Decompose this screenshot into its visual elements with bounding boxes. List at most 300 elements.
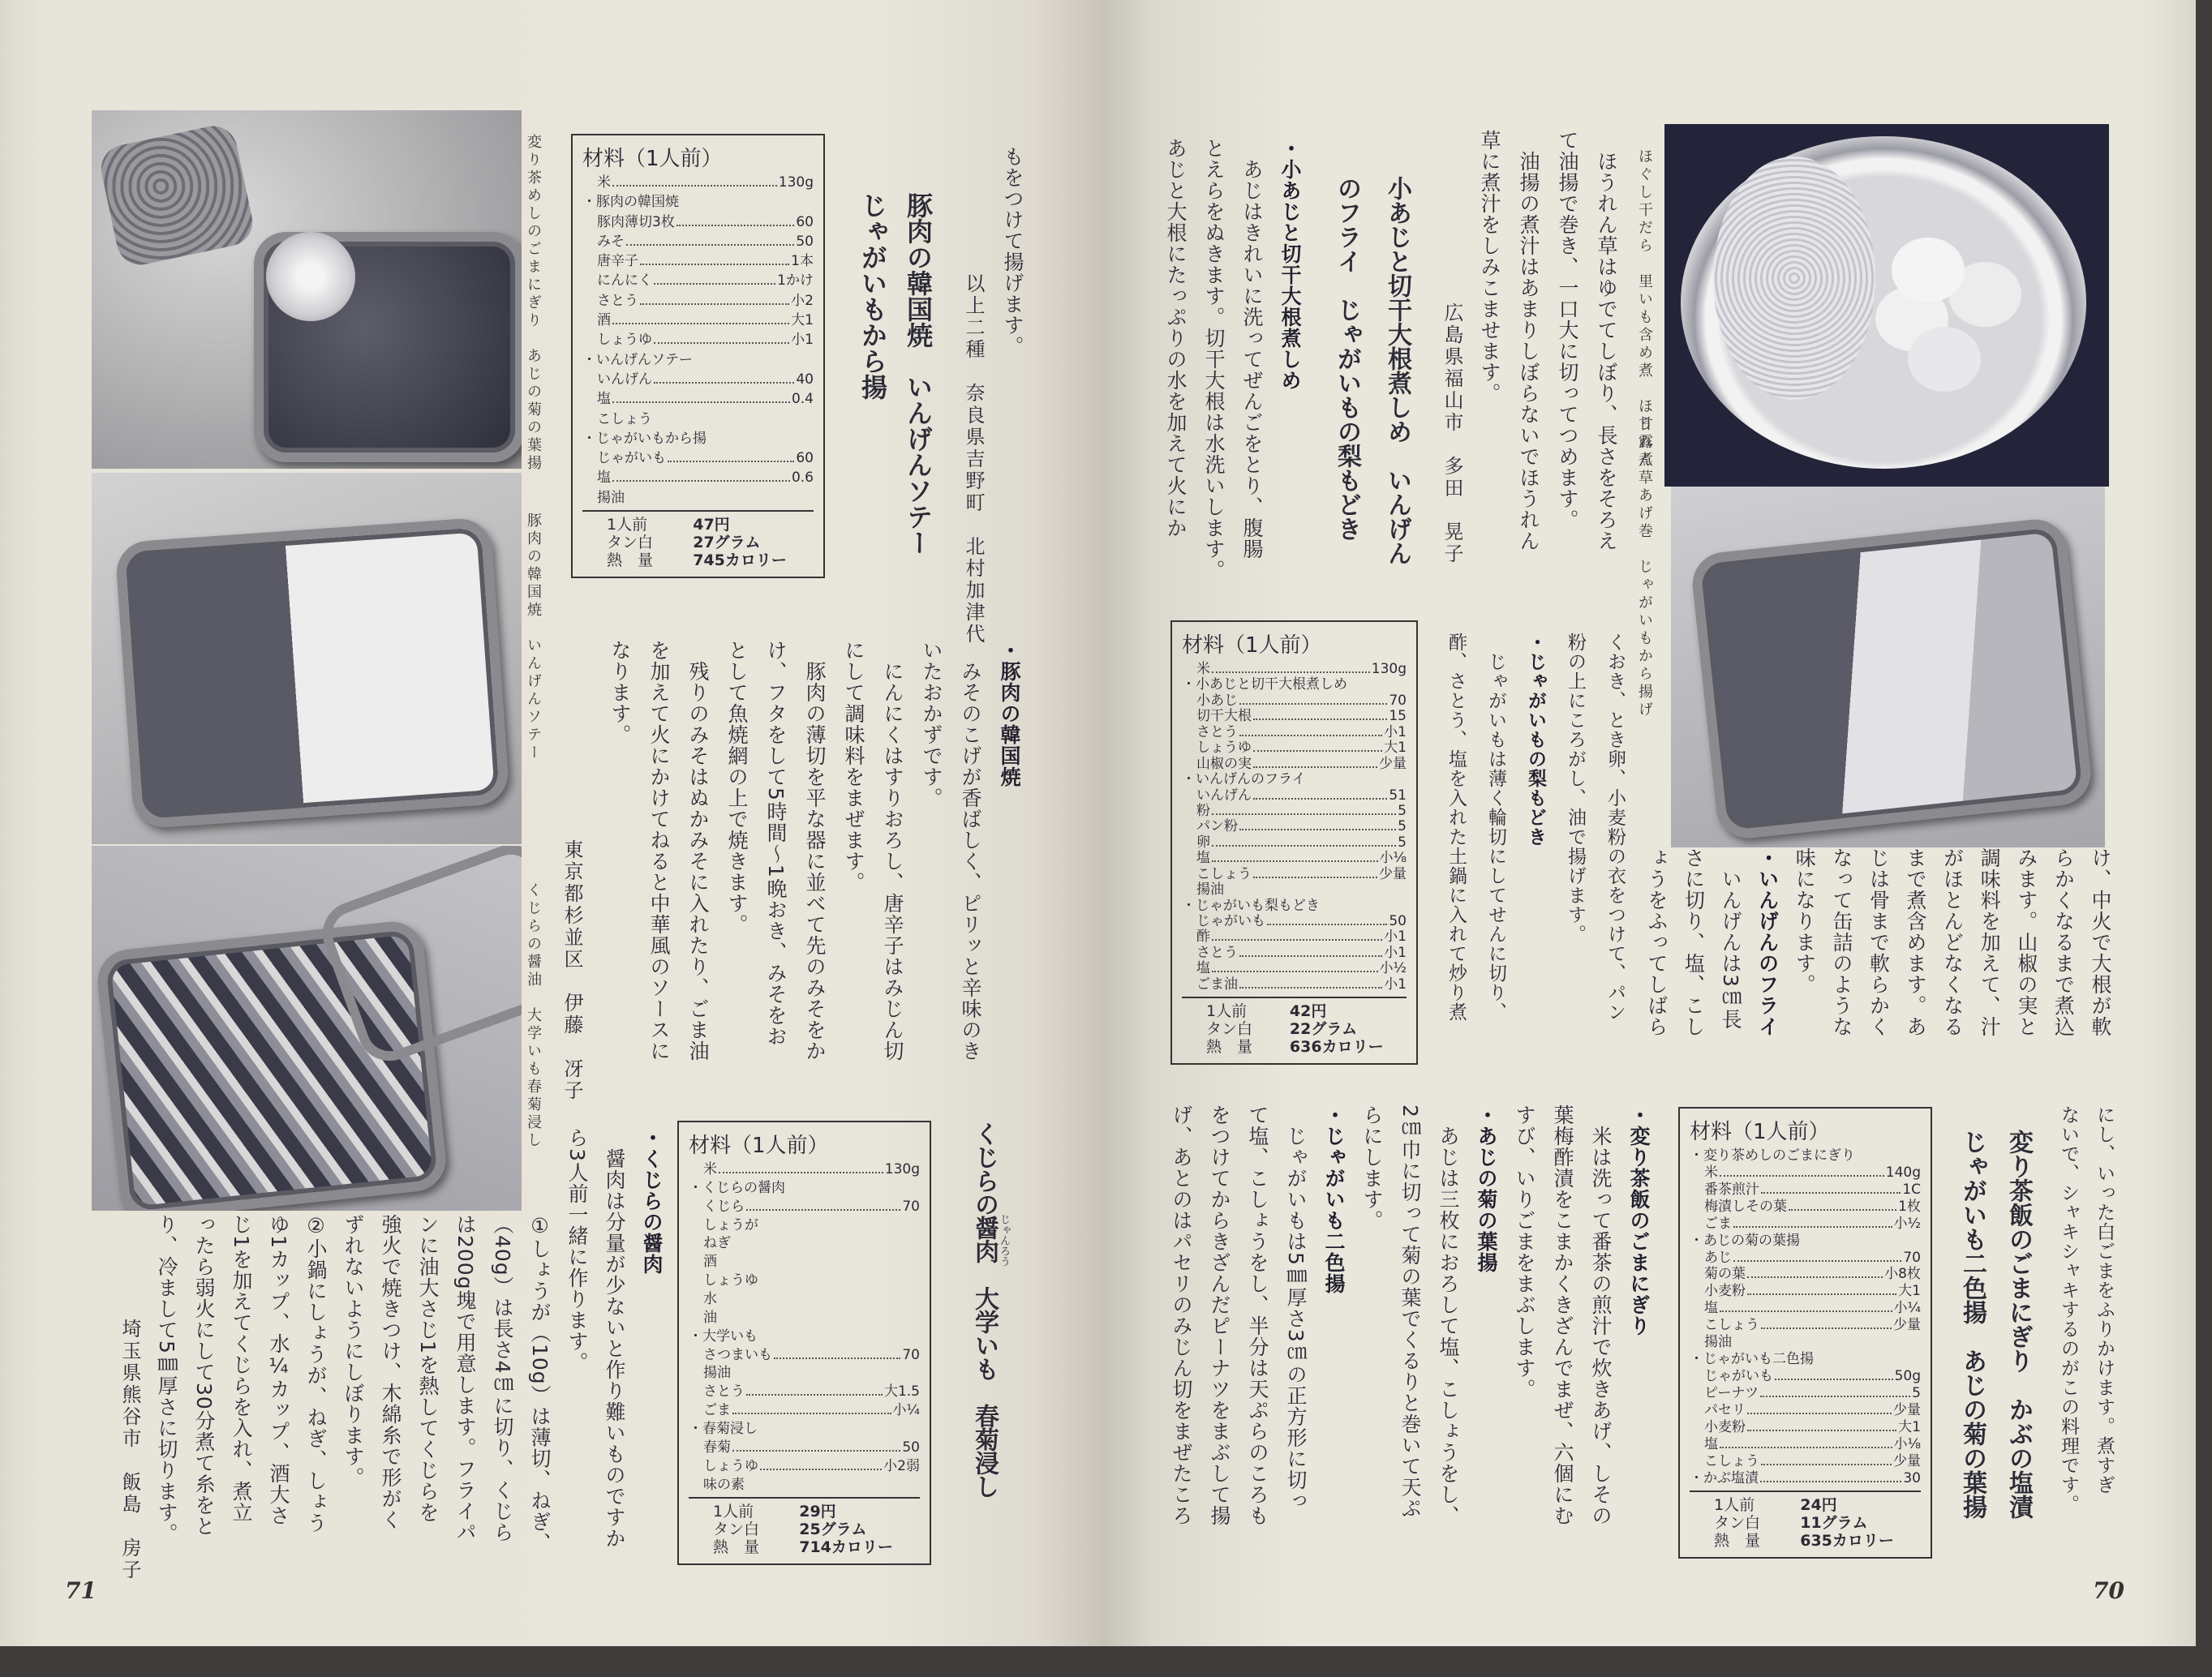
ingredient-name: 梅漬しその葉 xyxy=(1704,1198,1787,1215)
ingredient-name: ごま油 xyxy=(1196,976,1238,993)
text-column: ずれないようにしぼります。 xyxy=(341,1214,365,1488)
text-column: もをつけて揚げます。 xyxy=(1001,146,1024,357)
ingredient-name: 米 xyxy=(1196,661,1210,677)
text-column: 小あじと切干大根煮しめ いんげん xyxy=(1383,176,1411,565)
dotted-leader xyxy=(1761,1192,1901,1194)
text-column: じゃがいもは薄く輪切にしてせんに切り、 xyxy=(1485,633,1506,1022)
ingredient-list xyxy=(1690,1148,1921,1486)
ingredient-name: 油 xyxy=(703,1309,717,1326)
summary-label: 熱 量 xyxy=(1206,1038,1253,1057)
ingredient-name: さとう xyxy=(703,1383,745,1400)
dotted-leader xyxy=(746,1394,883,1396)
ingredient-name: ・ じゃがいも二色揚 xyxy=(1704,1352,1814,1367)
section-heading: ・変り茶飯のごまにぎり xyxy=(1627,1104,1651,1336)
text-column: をつけてからきざんだピーナツをまぶして揚 xyxy=(1208,1104,1231,1526)
dotted-leader xyxy=(1239,703,1387,705)
summary-label: 1人前 xyxy=(713,1503,754,1521)
recipe-method-aji-continued xyxy=(1638,847,2119,1037)
dotted-leader xyxy=(1760,1396,1910,1397)
ingredient-row xyxy=(703,1273,920,1289)
ingredient-row xyxy=(1196,740,1407,756)
ingredient-row xyxy=(1704,1216,1921,1232)
ingredient-name: ・ 大学いも xyxy=(703,1329,758,1345)
ingredient-name: くじら xyxy=(703,1198,745,1215)
dotted-leader xyxy=(1747,1430,1896,1431)
dotted-leader xyxy=(1747,1413,1892,1414)
dotted-leader xyxy=(654,342,789,344)
ingredient-name: 揚油 xyxy=(597,489,625,506)
ingredient-name: ・ 春菊浸し xyxy=(703,1422,758,1437)
ingredient-section xyxy=(1704,1233,1921,1249)
ingredient-row xyxy=(597,175,814,191)
section-heading: ・いんげんのフライ xyxy=(1755,847,1780,1037)
ingredient-name: 塩 xyxy=(597,470,611,487)
summary-value: 11グラム xyxy=(1800,1514,1868,1533)
text-column: なって缶詰のような xyxy=(1829,847,1853,1037)
ingredient-name: にんにく xyxy=(597,272,652,290)
ingredients-table-aji xyxy=(1170,620,1418,1065)
ingredient-row xyxy=(1196,662,1407,677)
ingredient-name: ・ くじらの醤肉 xyxy=(703,1181,785,1196)
photo-bowl-lunchbox xyxy=(1664,124,2109,487)
ingredient-quantity: 70 xyxy=(1903,1249,1921,1266)
photo-pork-lunchbox xyxy=(92,473,522,844)
dotted-leader xyxy=(612,323,789,324)
text-column: ①しょうが（10g）は薄切、ねぎ、 xyxy=(528,1214,552,1554)
ingredient-row xyxy=(703,1459,920,1474)
ingredient-quantity: 50 xyxy=(796,233,814,250)
text-column: け、フタをして5時間〜1晩おき、みそをお xyxy=(764,640,788,1047)
text-column: 豚肉の薄切を平な器に並べて先のみそをか xyxy=(803,640,827,1062)
ingredient-name: ・ じゃがいもから揚 xyxy=(597,431,707,447)
text-column: にんにくはすりおろし、唐辛子はみじん切 xyxy=(881,640,904,1062)
dotted-leader xyxy=(1212,860,1378,862)
dotted-leader xyxy=(1761,1327,1892,1329)
ingredient-name: ・ いんげんのフライ xyxy=(1196,772,1306,787)
text-column: いたおかずです。 xyxy=(920,640,943,808)
ingredient-name: しょうゆ xyxy=(597,332,652,349)
ingredient-quantity: 0.4 xyxy=(791,391,814,408)
ingredient-quantity: 5 xyxy=(1912,1384,1921,1401)
dotted-leader xyxy=(612,185,777,187)
ingredient-name: さとう xyxy=(597,292,638,309)
recipe-headline-whale: くじらの醤肉 大学いも 春菊浸し xyxy=(970,1122,999,1498)
summary-value: 714カロリー xyxy=(799,1538,893,1557)
ingredient-section xyxy=(1704,1148,1921,1164)
text-column: 油揚の煮汁はあまりしぼらないでほうれん xyxy=(1517,130,1540,551)
text-column: 味になります。 xyxy=(1793,847,1817,995)
ingredient-name: 酒 xyxy=(703,1254,717,1271)
text-column: とえらをぬきます。切干大根は水洗いします。 xyxy=(1202,138,1226,581)
recipe-text-rice-intro xyxy=(2051,1105,2122,1514)
text-column: じゃがいも二色揚 あじの菊の葉揚 xyxy=(1958,1130,1987,1519)
text-column: （40g）は長さ4㎝に切り、くじら xyxy=(491,1214,514,1543)
photo-caption: 甘露煮 あげ巻 じゃがいもから揚げ xyxy=(1636,416,1653,719)
ingredient-quantity: 大1 xyxy=(1898,1418,1921,1435)
ingredient-quantity: 少量 xyxy=(1893,1401,1921,1418)
ingredient-name: 味の素 xyxy=(703,1476,745,1493)
text-column: 変り茶飯のごまにぎり かぶの塩漬 xyxy=(2004,1130,2033,1519)
summary-label: 熱 量 xyxy=(607,551,654,570)
ingredient-quantity: 小1 xyxy=(791,332,814,349)
ingredient-name: みそ xyxy=(597,233,625,250)
ingredient-row xyxy=(597,412,814,427)
left-page xyxy=(0,0,1101,1646)
ingredient-section xyxy=(597,431,814,447)
summary-label: 1人前 xyxy=(1206,1002,1248,1021)
text-column: 酢、さとう、塩を入れた土鍋に入れて炒り煮 xyxy=(1445,633,1467,1022)
ingredient-section xyxy=(1196,677,1407,693)
ingredient-quantity: 130g xyxy=(1371,661,1407,677)
ingredient-name: 山椒の実 xyxy=(1196,755,1252,772)
summary-label: 熱 量 xyxy=(1714,1532,1761,1550)
ingredient-row xyxy=(1196,867,1407,882)
ingredient-name: パセリ xyxy=(1704,1401,1746,1418)
ingredient-name: ・ 豚肉の韓国焼 xyxy=(597,195,679,210)
dotted-leader xyxy=(1733,1260,1901,1262)
ingredient-name: しょうゆ xyxy=(703,1457,758,1474)
summary-label: タン白 xyxy=(1206,1020,1253,1039)
ingredient-row xyxy=(1196,693,1407,709)
dotted-leader xyxy=(1720,1310,1892,1312)
ingredient-quantity: 小½ xyxy=(1379,960,1407,977)
ingredient-quantity: 少量 xyxy=(1893,1317,1921,1334)
ingredient-name: 小麦粉 xyxy=(1704,1418,1746,1435)
ingredient-section xyxy=(1704,1471,1921,1486)
text-column: らかくなるまで煮込 xyxy=(2051,847,2076,1037)
nutrition-summary xyxy=(582,510,814,570)
section-heading: ・小あじと切干大根煮しめ xyxy=(1278,138,1302,391)
dotted-leader xyxy=(676,225,795,226)
ingredient-row xyxy=(703,1440,920,1456)
author-credit-nara: 以上二種 奈良県吉野町 北村加津代 xyxy=(962,273,985,645)
ingredient-quantity: 130g xyxy=(884,1161,920,1177)
ingredient-quantity: 30 xyxy=(1903,1469,1921,1486)
page-number: 70 xyxy=(2093,1577,2124,1604)
ingredient-section xyxy=(597,353,814,368)
ingredient-name: こしょう xyxy=(1704,1317,1759,1334)
dotted-leader xyxy=(654,283,775,285)
table-title: 材料（1人前） xyxy=(689,1134,829,1158)
ingredient-row xyxy=(1196,709,1407,724)
section-heading: ・じゃがいもの梨もどき xyxy=(1525,633,1546,847)
ingredient-row xyxy=(1704,1199,1921,1215)
dotted-leader xyxy=(1747,1276,1883,1278)
ingredient-row xyxy=(1196,882,1407,898)
ingredient-quantity: 1かけ xyxy=(777,272,814,290)
dotted-leader xyxy=(612,480,790,482)
text-column: 草に煮汁をしみこませます。 xyxy=(1478,130,1501,404)
text-column: て塩、こしょうをし、半分は天ぷらのころも xyxy=(1246,1104,1269,1526)
ingredient-name: ・ あじの菊の葉揚 xyxy=(1704,1233,1800,1249)
ingredient-name: じゃがいも xyxy=(1196,913,1265,929)
summary-value: 25グラム xyxy=(799,1520,867,1539)
ingredient-name: 豚肉薄切3枚 xyxy=(597,213,675,230)
author-credit-hiroshima: 広島県福山市 多田 晃子 xyxy=(1441,302,1463,565)
ingredient-section xyxy=(1704,1352,1921,1367)
ingredient-name: あじ xyxy=(1704,1249,1732,1266)
nutrition-summary xyxy=(1690,1490,1921,1550)
ingredient-quantity: 60 xyxy=(796,450,814,467)
ingredient-quantity: 小2弱 xyxy=(883,1457,920,1474)
table-title: 材料（1人前） xyxy=(1182,633,1322,658)
dotted-leader xyxy=(626,244,794,246)
ingredient-name: ・ 小あじと切干大根煮しめ xyxy=(1196,677,1347,693)
ingredient-name: 切干大根 xyxy=(1196,708,1252,725)
text-column: ほうれん草はゆでてしぼり、長さをそろえ xyxy=(1595,130,1618,551)
ingredients-table-whale xyxy=(677,1121,931,1565)
summary-label: 1人前 xyxy=(1714,1496,1755,1515)
dotted-leader xyxy=(1267,924,1387,925)
summary-label: タン白 xyxy=(1714,1514,1761,1533)
ingredient-row xyxy=(597,451,814,466)
ingredient-quantity: 5 xyxy=(1398,834,1407,851)
summary-value: 636カロリー xyxy=(1289,1038,1384,1057)
dotted-leader xyxy=(1789,1209,1896,1211)
ingredient-row xyxy=(1196,914,1407,929)
text-column: げ、あとのはパセリのみじん切をまぜたころ xyxy=(1170,1104,1193,1526)
summary-value: 47円 xyxy=(693,516,730,534)
ingredient-name: しょうゆ xyxy=(1196,740,1252,757)
ingredient-row xyxy=(597,273,814,289)
ingredient-section xyxy=(1196,772,1407,787)
photo-rice-balls-lunchbox xyxy=(92,110,522,469)
ingredient-row xyxy=(1704,1301,1921,1316)
text-column: 調味料を加えて、汁 xyxy=(1978,847,2002,1037)
ingredient-row xyxy=(1704,1267,1921,1282)
photo-fish-lunchbox xyxy=(1671,487,2105,847)
recipe-method-whale-steps xyxy=(148,1214,558,1554)
recipe-method-spinach xyxy=(1470,130,1626,551)
section-heading: ・くじらの醤肉 xyxy=(640,1127,664,1275)
recipe-method-potato-pear xyxy=(1436,633,1634,1022)
summary-label: タン白 xyxy=(607,534,654,552)
ingredient-row xyxy=(597,254,814,269)
ingredient-row xyxy=(703,1218,920,1233)
ingredient-name: 塩 xyxy=(1196,960,1210,977)
ingredient-row xyxy=(1196,977,1407,993)
ingredient-name: こしょう xyxy=(1196,865,1252,882)
ingredient-row xyxy=(703,1199,920,1215)
text-column: にして調味料をまぜます。 xyxy=(842,640,865,893)
dotted-leader xyxy=(1253,718,1387,720)
photo-caption: くじらの醤油 大学いも春菊浸し xyxy=(525,882,542,1150)
section-heading: ・あじの菊の葉揚 xyxy=(1475,1104,1498,1273)
text-column: 醤肉は分量が少ないと作り難いものですか xyxy=(603,1127,626,1549)
ingredient-section xyxy=(1196,899,1407,914)
ingredient-row xyxy=(597,372,814,388)
ingredient-quantity: 小8枚 xyxy=(1884,1266,1921,1283)
dotted-leader xyxy=(1253,877,1377,878)
ingredient-row xyxy=(1196,757,1407,772)
text-column: あじは三枚におろして塩、こしょうをし、 xyxy=(1437,1104,1460,1526)
dotted-leader xyxy=(1212,939,1382,941)
ingredient-name: こしょう xyxy=(1704,1452,1759,1469)
ingredient-section xyxy=(703,1422,920,1437)
ingredient-quantity: 15 xyxy=(1389,708,1407,725)
ingredient-name: 酒 xyxy=(597,312,611,329)
text-column: て油揚で巻き、一口大に切ってつめます。 xyxy=(1556,130,1579,530)
ingredient-quantity: 小⅛ xyxy=(1893,1435,1921,1452)
ingredient-list xyxy=(582,175,814,505)
table-title: 材料（1人前） xyxy=(1690,1120,1830,1144)
ingredient-name: 小あじ xyxy=(1196,692,1238,709)
ingredient-quantity: 51 xyxy=(1389,787,1407,804)
text-column: け、中火で大根が軟 xyxy=(2089,847,2112,1037)
photo-caption: 豚肉の韓国焼 いんげんソテー xyxy=(525,513,542,762)
photo-caption: ほぐし干だら 里いも含め煮 ほうれん草 xyxy=(1636,148,1653,487)
dotted-leader xyxy=(732,1413,891,1414)
text-column: ゆ1カップ、水¼カップ、酒大さ xyxy=(267,1214,290,1526)
ingredient-name: 米 xyxy=(597,174,611,191)
ingredient-row xyxy=(1704,1318,1921,1333)
ingredient-name: 水 xyxy=(703,1291,717,1308)
ingredient-row xyxy=(1704,1182,1921,1198)
ingredient-row xyxy=(703,1310,920,1326)
ingredient-row xyxy=(597,294,814,309)
summary-value: 635カロリー xyxy=(1800,1532,1894,1550)
ingredient-row xyxy=(1704,1335,1921,1350)
dotted-leader xyxy=(640,303,789,305)
dotted-leader xyxy=(1239,955,1382,957)
text-column: は200g塊で用意します。フライパ xyxy=(453,1214,477,1543)
ingredient-quantity: 130g xyxy=(778,174,814,191)
ingredient-row xyxy=(703,1384,920,1400)
summary-label: 1人前 xyxy=(607,516,648,534)
page-number: 71 xyxy=(65,1577,97,1604)
summary-value: 29円 xyxy=(799,1503,836,1521)
dotted-leader xyxy=(1239,735,1382,736)
dotted-leader xyxy=(1239,987,1382,989)
ingredient-list xyxy=(1182,662,1407,992)
ingredient-row xyxy=(703,1292,920,1307)
ingredient-name: 塩 xyxy=(1704,1300,1718,1317)
ingredient-row xyxy=(703,1162,920,1177)
text-column: り、冷まして5㎜厚さに切ります。 xyxy=(155,1214,178,1544)
ingredient-quantity: 少量 xyxy=(1893,1452,1921,1469)
dotted-leader xyxy=(612,401,790,403)
ingredient-section xyxy=(703,1329,920,1345)
ingredient-quantity: 5 xyxy=(1398,802,1407,819)
ingredient-row xyxy=(1704,1369,1921,1384)
ingredient-row xyxy=(1196,929,1407,945)
ingredient-name: 春菊 xyxy=(703,1439,731,1456)
text-column: 葉梅酢漬をこまかくきざんでまぜ、六個にむ xyxy=(1551,1104,1574,1526)
dotted-leader xyxy=(1747,1293,1896,1295)
text-column: として魚焼網の上で焼きます。 xyxy=(725,640,749,935)
dotted-leader xyxy=(1760,1481,1901,1482)
ingredient-quantity: 大1 xyxy=(791,312,814,329)
ingredient-name: 揚油 xyxy=(703,1365,731,1382)
ingredient-name: 番茶煎汁 xyxy=(1704,1181,1759,1198)
recipe-headline-pork xyxy=(850,192,941,555)
ingredient-row xyxy=(1196,788,1407,804)
ingredient-quantity: 大1.5 xyxy=(883,1383,920,1400)
dotted-leader xyxy=(1253,750,1382,752)
ingredient-quantity: 小2 xyxy=(791,292,814,309)
text-column: 残りのみそはぬかみそに入れたり、ごま油 xyxy=(686,640,710,1062)
ingredient-name: ごま xyxy=(703,1402,731,1419)
ingredient-quantity: 小⅛ xyxy=(1379,850,1407,867)
ingredient-row xyxy=(1704,1454,1921,1469)
ingredient-row xyxy=(1196,851,1407,866)
ingredient-row xyxy=(1196,835,1407,851)
ingredient-name: いんげん xyxy=(1196,787,1252,804)
ingredient-name: 小麦粉 xyxy=(1704,1283,1746,1300)
dotted-leader xyxy=(1212,671,1370,673)
text-column: 2㎝巾に切って菊の葉でくるりと巻いて天ぷ xyxy=(1398,1104,1422,1519)
text-column: みます。山椒の実と xyxy=(2014,847,2038,1037)
ingredient-quantity: 少量 xyxy=(1379,755,1407,772)
ingredient-quantity: 50 xyxy=(1389,913,1407,929)
summary-value: 42円 xyxy=(1289,1002,1327,1021)
ingredient-quantity: 少量 xyxy=(1379,865,1407,882)
ingredient-row xyxy=(597,215,814,230)
ingredient-row xyxy=(597,313,814,328)
ingredient-row xyxy=(597,392,814,407)
text-column: にし、いった白ごまをふりかけます。煮すぎ xyxy=(2094,1105,2115,1495)
ingredient-name: じゃがいも xyxy=(1704,1367,1773,1384)
dotted-leader xyxy=(760,1469,882,1470)
ingredient-name: いんげん xyxy=(597,371,652,388)
text-column: 粉の上にころがし、油で揚げます。 xyxy=(1565,633,1586,944)
dotted-leader xyxy=(1761,1464,1892,1465)
summary-value: 745カロリー xyxy=(693,551,787,570)
ingredient-row xyxy=(597,491,814,506)
dotted-leader xyxy=(1253,798,1387,800)
ingredient-quantity: 小1 xyxy=(1384,929,1407,946)
ingredient-quantity: 小1 xyxy=(1384,723,1407,740)
ingredient-name: こしょう xyxy=(597,410,652,427)
section-heading: ・豚肉の韓国焼 xyxy=(998,640,1021,787)
text-column: あじと大根にたっぷりの水を加えて火にか xyxy=(1164,138,1188,538)
text-column: まで煮含めます。あ xyxy=(1904,847,1928,1037)
ingredient-row xyxy=(703,1348,920,1363)
text-column: ンに油大さじ1を熱してくじらを xyxy=(416,1214,440,1523)
ingredient-name: 卵 xyxy=(1196,834,1210,851)
section-heading: ・じゃがいも二色揚 xyxy=(1322,1104,1346,1294)
ingredient-quantity: 70 xyxy=(902,1198,920,1215)
text-column: くおき、とき卵、小麦粉の衣をつけて、パン xyxy=(1604,633,1626,1022)
ingredient-quantity: 大1 xyxy=(1384,740,1407,757)
dotted-leader xyxy=(640,264,789,265)
ingredient-row xyxy=(1196,725,1407,740)
text-column: ょうをふってしばら xyxy=(1644,847,1669,1037)
ingredient-quantity: 5 xyxy=(1398,818,1407,835)
ingredient-name: 揚油 xyxy=(1196,881,1224,899)
ingredient-row xyxy=(597,332,814,348)
ingredients-table-rice xyxy=(1678,1107,1932,1559)
text-column: すび、いりごまをまぶします。 xyxy=(1513,1104,1536,1400)
dotted-leader xyxy=(774,1357,900,1359)
dotted-leader xyxy=(1212,971,1378,972)
text-column: さに切り、塩、こし xyxy=(1682,847,1706,1037)
text-column: じ1を加えてくじらを入れ、煮立 xyxy=(230,1214,253,1523)
recipe-text-continued xyxy=(994,146,1032,551)
ingredient-quantity: 40 xyxy=(796,371,814,388)
author-credit-saitama: 埼玉県熊谷市 飯島 房子 xyxy=(118,1319,141,1581)
ingredient-list xyxy=(689,1162,920,1492)
ingredient-row xyxy=(1196,961,1407,976)
ingredient-name: さとう xyxy=(1196,723,1238,740)
recipe-headline-rice xyxy=(1949,1130,2042,1519)
ingredient-name: パン粉 xyxy=(1196,818,1238,835)
text-column: なります。 xyxy=(608,640,632,745)
text-column: じは骨まで軟らかく xyxy=(1866,847,1891,1037)
ingredient-quantity: 小1 xyxy=(1384,944,1407,961)
ingredient-quantity: 小¼ xyxy=(1893,1300,1921,1317)
ingredient-row xyxy=(703,1403,920,1418)
